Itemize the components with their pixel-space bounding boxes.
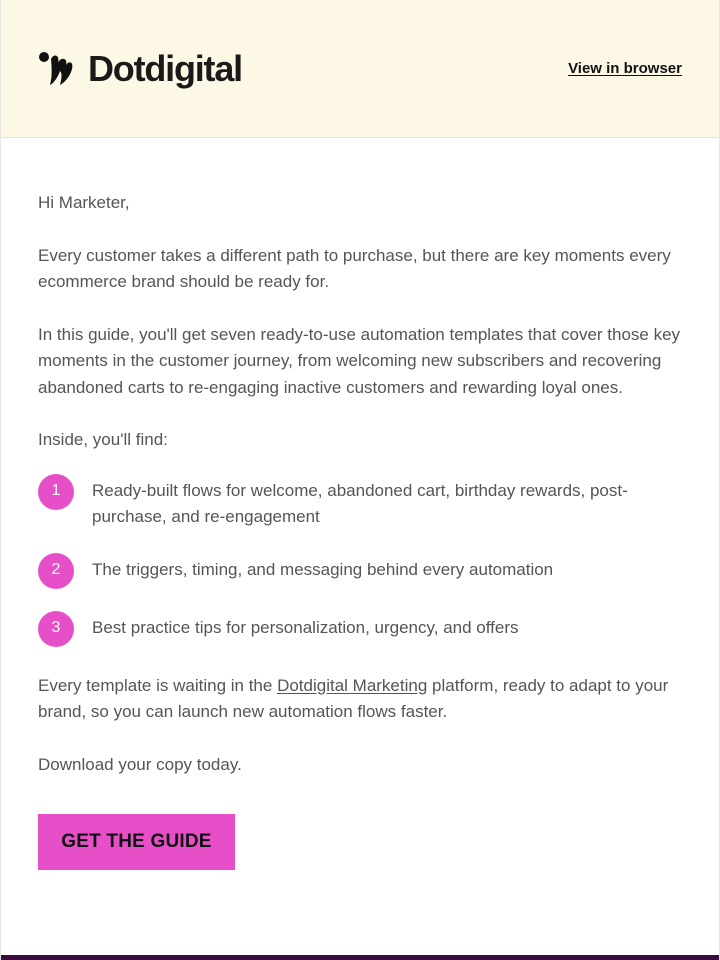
download-text: Download your copy today. — [38, 754, 242, 774]
list-item — [38, 557, 682, 589]
list-item-text: The triggers, timing, and messaging behind every automation — [92, 559, 554, 579]
footer-bar — [1, 955, 719, 960]
get-the-guide-button[interactable]: GET THE GUIDE — [38, 814, 235, 870]
template-text-after: platform, ready to adapt to your brand, so you can launch new automation flows faster. — [38, 675, 669, 721]
number-badge: 2 — [38, 553, 74, 589]
list-item-text: Ready-built flows for welcome, abandoned cart, birthday rewards, post-purchase, and re-engagement — [92, 480, 628, 526]
email-header — [1, 0, 719, 138]
feature-list — [38, 478, 682, 647]
list-item — [38, 478, 682, 531]
dotdigital-logo-mark-icon — [38, 49, 78, 89]
guide-paragraph: In this guide, you'll get seven ready-to-use automation templates that cover those key moments in the customer journey, from welcoming new subscribers and recovering abandoned carts to re-engaging inactive customers and rewarding loyal ones. — [38, 324, 681, 397]
email-body — [1, 138, 719, 870]
list-item — [38, 615, 682, 647]
brand-name: Dotdigital — [88, 47, 242, 89]
template-text-before: Every template is waiting in the — [38, 675, 278, 695]
greeting: Hi Marketer, — [38, 193, 130, 212]
view-in-browser-link[interactable]: View in browser — [568, 60, 682, 77]
dotdigital-marketing-link[interactable]: Dotdigital Marketing — [277, 675, 428, 695]
list-item-text: Best practice tips for personalization, urgency, and offers — [92, 617, 519, 637]
number-badge: 3 — [38, 611, 74, 647]
inside-intro: Inside, you'll find: — [38, 430, 168, 449]
number-badge: 1 — [38, 474, 74, 510]
template-paragraph — [38, 673, 682, 726]
intro-paragraph: Every customer takes a different path to purchase, but there are key moments every ecommerce brand should be ready for. — [38, 245, 671, 291]
brand-logo[interactable] — [38, 48, 242, 90]
